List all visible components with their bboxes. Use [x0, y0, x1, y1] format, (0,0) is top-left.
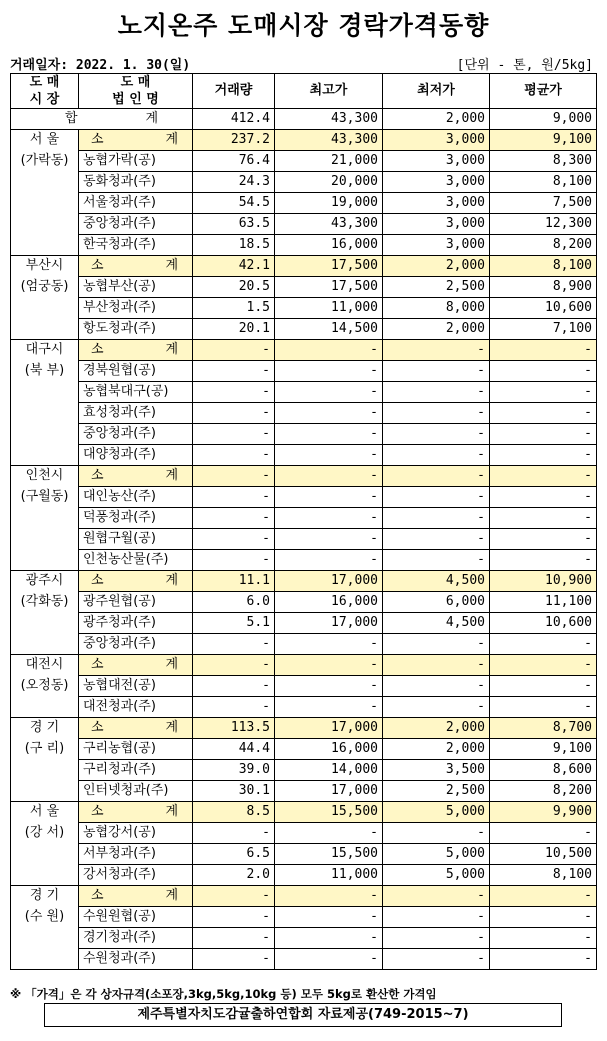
subtotal-max: - [275, 886, 383, 907]
corp-name: 항도청과(주) [79, 319, 193, 340]
table-row [11, 697, 597, 718]
price-table [10, 73, 597, 970]
cell-avg: - [490, 550, 597, 571]
cell-min: 3,500 [383, 760, 490, 781]
cell-avg: 12,300 [490, 214, 597, 235]
subtotal-avg: 9,100 [490, 130, 597, 151]
corp-name: 구리농협(공) [79, 739, 193, 760]
subtotal-min: - [383, 466, 490, 487]
subtotal-avg: 9,900 [490, 802, 597, 823]
subtotal-label: 소 계 [79, 340, 193, 361]
subtotal-max: - [275, 655, 383, 676]
cell-volume: - [193, 907, 275, 928]
footnote: ※ 「가격」은 각 상자규격(소포장,3kg,5kg,10kg 등) 모두 5kg로 환산한 가격임 [10, 987, 437, 1001]
cell-volume: 30.1 [193, 781, 275, 802]
cell-min: - [383, 424, 490, 445]
cell-max: - [275, 487, 383, 508]
table-row [11, 403, 597, 424]
cell-min: - [383, 361, 490, 382]
cell-avg: 7,100 [490, 319, 597, 340]
subtotal-volume: 237.2 [193, 130, 275, 151]
cell-max: 19,000 [275, 193, 383, 214]
cell-max: - [275, 508, 383, 529]
cell-volume: - [193, 382, 275, 403]
corp-name: 효성청과(주) [79, 403, 193, 424]
cell-max: - [275, 907, 383, 928]
cell-max: 15,500 [275, 844, 383, 865]
cell-min: - [383, 697, 490, 718]
cell-volume: 2.0 [193, 865, 275, 886]
subtotal-label: 소 계 [79, 466, 193, 487]
cell-min: 3,000 [383, 193, 490, 214]
cell-avg: - [490, 949, 597, 970]
cell-avg: 11,100 [490, 592, 597, 613]
header-corp: 도 매 법 인 명 [79, 74, 193, 109]
subtotal-min: 3,000 [383, 130, 490, 151]
corp-name: 수원청과(주) [79, 949, 193, 970]
header-max: 최고가 [275, 74, 383, 109]
cell-max: 11,000 [275, 298, 383, 319]
cell-max: 11,000 [275, 865, 383, 886]
cell-max: 14,500 [275, 319, 383, 340]
header-volume: 거래량 [193, 74, 275, 109]
table-row [11, 235, 597, 256]
market-name: 서 울 (가락동) [11, 130, 79, 256]
cell-max: 14,000 [275, 760, 383, 781]
cell-max: 43,300 [275, 214, 383, 235]
table-row [11, 424, 597, 445]
corp-name: 동화청과(주) [79, 172, 193, 193]
corp-name: 인천농산물(주) [79, 550, 193, 571]
table-row [11, 151, 597, 172]
cell-max: - [275, 676, 383, 697]
subtotal-label: 소 계 [79, 571, 193, 592]
header-min: 최저가 [383, 74, 490, 109]
subtotal-min: 5,000 [383, 802, 490, 823]
subtotal-volume: 42.1 [193, 256, 275, 277]
market-name: 광주시 (각화동) [11, 571, 79, 655]
subtotal-row [11, 256, 597, 277]
cell-max: 17,000 [275, 613, 383, 634]
cell-volume: 44.4 [193, 739, 275, 760]
corp-name: 구리청과(주) [79, 760, 193, 781]
cell-max: - [275, 529, 383, 550]
cell-min: 3,000 [383, 214, 490, 235]
subtotal-max: 15,500 [275, 802, 383, 823]
cell-avg: 8,900 [490, 277, 597, 298]
trade-date: 거래일자: 2022. 1. 30(일) [10, 58, 191, 73]
cell-volume: - [193, 445, 275, 466]
table-row [11, 676, 597, 697]
total-min: 2,000 [383, 109, 490, 130]
cell-volume: 76.4 [193, 151, 275, 172]
table-row [11, 613, 597, 634]
cell-min: - [383, 907, 490, 928]
table-row [11, 907, 597, 928]
cell-avg: 8,200 [490, 235, 597, 256]
total-volume: 412.4 [193, 109, 275, 130]
table-row [11, 319, 597, 340]
subtotal-label: 소 계 [79, 130, 193, 151]
cell-avg: - [490, 634, 597, 655]
page-title: 노지온주 도매시장 경락가격동향 [117, 11, 490, 40]
cell-volume: 20.1 [193, 319, 275, 340]
subtotal-volume: - [193, 466, 275, 487]
cell-avg: 8,100 [490, 172, 597, 193]
header-row [11, 74, 597, 109]
cell-min: - [383, 529, 490, 550]
corp-name: 광주원협(공) [79, 592, 193, 613]
cell-max: - [275, 361, 383, 382]
cell-avg: - [490, 928, 597, 949]
subtotal-min: - [383, 340, 490, 361]
market-name: 경 기 (구 리) [11, 718, 79, 802]
corp-name: 농협대전(공) [79, 676, 193, 697]
cell-avg: - [490, 823, 597, 844]
table-row [11, 361, 597, 382]
subtotal-avg: 8,700 [490, 718, 597, 739]
table-row [11, 739, 597, 760]
subtotal-max: 43,300 [275, 130, 383, 151]
cell-min: 3,000 [383, 172, 490, 193]
total-label: 합 계 [11, 109, 193, 130]
subtotal-label: 소 계 [79, 886, 193, 907]
corp-name: 경기청과(주) [79, 928, 193, 949]
subtotal-label: 소 계 [79, 256, 193, 277]
cell-avg: - [490, 907, 597, 928]
cell-volume: - [193, 403, 275, 424]
source-credit: 제주특별자치도감귤출하연합회 자료제공(749-2015~7) [44, 1003, 562, 1027]
cell-min: - [383, 634, 490, 655]
market-name: 대구시 (북 부) [11, 340, 79, 466]
cell-avg: 8,200 [490, 781, 597, 802]
cell-avg: - [490, 487, 597, 508]
corp-name: 중앙청과(주) [79, 424, 193, 445]
cell-volume: 1.5 [193, 298, 275, 319]
cell-max: 16,000 [275, 592, 383, 613]
market-name: 서 울 (강 서) [11, 802, 79, 886]
corp-name: 인터넷청과(주) [79, 781, 193, 802]
cell-max: - [275, 424, 383, 445]
corp-name: 덕풍청과(주) [79, 508, 193, 529]
cell-avg: - [490, 424, 597, 445]
cell-avg: - [490, 382, 597, 403]
subtotal-row [11, 886, 597, 907]
cell-min: 8,000 [383, 298, 490, 319]
cell-avg: 8,300 [490, 151, 597, 172]
cell-min: - [383, 550, 490, 571]
cell-avg: - [490, 697, 597, 718]
total-max: 43,300 [275, 109, 383, 130]
corp-name: 원협구월(공) [79, 529, 193, 550]
cell-max: - [275, 823, 383, 844]
cell-max: - [275, 550, 383, 571]
corp-name: 대인농산(주) [79, 487, 193, 508]
cell-min: 6,000 [383, 592, 490, 613]
corp-name: 농협부산(공) [79, 277, 193, 298]
cell-avg: 8,600 [490, 760, 597, 781]
cell-avg: - [490, 676, 597, 697]
corp-name: 부산청과(주) [79, 298, 193, 319]
market-name: 부산시 (엄궁동) [11, 256, 79, 340]
cell-min: 2,500 [383, 277, 490, 298]
subtotal-volume: 11.1 [193, 571, 275, 592]
subtotal-label: 소 계 [79, 655, 193, 676]
subtotal-row [11, 466, 597, 487]
corp-name: 농협북대구(공) [79, 382, 193, 403]
market-name: 인천시 (구월동) [11, 466, 79, 571]
cell-max: 16,000 [275, 739, 383, 760]
cell-volume: 5.1 [193, 613, 275, 634]
table-row [11, 634, 597, 655]
cell-volume: 6.5 [193, 844, 275, 865]
cell-volume: - [193, 361, 275, 382]
cell-min: - [383, 508, 490, 529]
market-name: 경 기 (수 원) [11, 886, 79, 970]
subtotal-min: - [383, 655, 490, 676]
subtotal-row [11, 130, 597, 151]
cell-max: - [275, 403, 383, 424]
corp-name: 한국청과(주) [79, 235, 193, 256]
subtotal-max: 17,000 [275, 718, 383, 739]
cell-max: - [275, 445, 383, 466]
cell-min: - [383, 676, 490, 697]
cell-volume: 39.0 [193, 760, 275, 781]
cell-max: - [275, 928, 383, 949]
cell-min: - [383, 445, 490, 466]
cell-volume: - [193, 424, 275, 445]
cell-avg: - [490, 529, 597, 550]
cell-avg: 7,500 [490, 193, 597, 214]
table-row [11, 844, 597, 865]
cell-min: - [383, 949, 490, 970]
cell-avg: 10,600 [490, 613, 597, 634]
table-row [11, 193, 597, 214]
cell-volume: - [193, 823, 275, 844]
subtotal-min: 2,000 [383, 718, 490, 739]
cell-min: 5,000 [383, 865, 490, 886]
subtotal-max: 17,000 [275, 571, 383, 592]
cell-max: 16,000 [275, 235, 383, 256]
cell-volume: - [193, 529, 275, 550]
cell-volume: - [193, 928, 275, 949]
corp-name: 광주청과(주) [79, 613, 193, 634]
subtotal-avg: - [490, 886, 597, 907]
table-row [11, 277, 597, 298]
cell-avg: - [490, 403, 597, 424]
cell-min: 4,500 [383, 613, 490, 634]
subtotal-volume: 113.5 [193, 718, 275, 739]
table-row [11, 382, 597, 403]
cell-volume: 54.5 [193, 193, 275, 214]
cell-min: 3,000 [383, 151, 490, 172]
corp-name: 중앙청과(주) [79, 214, 193, 235]
subtotal-row [11, 802, 597, 823]
subtotal-min: 2,000 [383, 256, 490, 277]
cell-min: - [383, 823, 490, 844]
subtotal-avg: - [490, 466, 597, 487]
table-row [11, 529, 597, 550]
table-row [11, 865, 597, 886]
subtotal-avg: 10,900 [490, 571, 597, 592]
corp-name: 대전청과(주) [79, 697, 193, 718]
table-row [11, 445, 597, 466]
total-row [11, 109, 597, 130]
subtotal-max: - [275, 466, 383, 487]
table-row [11, 508, 597, 529]
table-row [11, 781, 597, 802]
table-row [11, 550, 597, 571]
subtotal-row [11, 718, 597, 739]
table-row [11, 487, 597, 508]
cell-min: 2,000 [383, 739, 490, 760]
cell-avg: 10,500 [490, 844, 597, 865]
cell-max: - [275, 382, 383, 403]
table-row [11, 760, 597, 781]
table-row [11, 949, 597, 970]
cell-min: - [383, 928, 490, 949]
subtotal-row [11, 340, 597, 361]
subtotal-volume: - [193, 886, 275, 907]
cell-max: - [275, 949, 383, 970]
subtotal-volume: 8.5 [193, 802, 275, 823]
unit-label: [단위 - 톤, 원/5kg] [456, 58, 593, 73]
total-avg: 9,000 [490, 109, 597, 130]
cell-avg: 9,100 [490, 739, 597, 760]
subtotal-max: 17,500 [275, 256, 383, 277]
cell-max: 17,000 [275, 781, 383, 802]
cell-volume: - [193, 697, 275, 718]
cell-avg: - [490, 445, 597, 466]
cell-avg: - [490, 508, 597, 529]
cell-volume: - [193, 508, 275, 529]
table-row [11, 298, 597, 319]
subtotal-label: 소 계 [79, 718, 193, 739]
cell-volume: - [193, 487, 275, 508]
cell-volume: - [193, 949, 275, 970]
table-row [11, 823, 597, 844]
subtotal-avg: 8,100 [490, 256, 597, 277]
cell-volume: 20.5 [193, 277, 275, 298]
corp-name: 서울청과(주) [79, 193, 193, 214]
corp-name: 중앙청과(주) [79, 634, 193, 655]
cell-avg: 10,600 [490, 298, 597, 319]
cell-volume: - [193, 634, 275, 655]
subtotal-avg: - [490, 340, 597, 361]
cell-max: - [275, 634, 383, 655]
cell-min: 2,000 [383, 319, 490, 340]
cell-min: 3,000 [383, 235, 490, 256]
market-name: 대전시 (오정동) [11, 655, 79, 718]
cell-min: - [383, 487, 490, 508]
cell-volume: 18.5 [193, 235, 275, 256]
corp-name: 농협가락(공) [79, 151, 193, 172]
header-market: 도 매 시 장 [11, 74, 79, 109]
corp-name: 서부청과(주) [79, 844, 193, 865]
corp-name: 농협강서(공) [79, 823, 193, 844]
corp-name: 대양청과(주) [79, 445, 193, 466]
cell-min: 5,000 [383, 844, 490, 865]
subtotal-volume: - [193, 655, 275, 676]
cell-min: - [383, 403, 490, 424]
cell-max: 21,000 [275, 151, 383, 172]
cell-avg: - [490, 361, 597, 382]
corp-name: 강서청과(주) [79, 865, 193, 886]
cell-avg: 8,100 [490, 865, 597, 886]
cell-volume: 6.0 [193, 592, 275, 613]
cell-max: 17,500 [275, 277, 383, 298]
cell-volume: 63.5 [193, 214, 275, 235]
cell-min: - [383, 382, 490, 403]
corp-name: 수원원협(공) [79, 907, 193, 928]
cell-volume: - [193, 676, 275, 697]
subtotal-volume: - [193, 340, 275, 361]
subtotal-min: 4,500 [383, 571, 490, 592]
cell-volume: - [193, 550, 275, 571]
table-row [11, 172, 597, 193]
table-row [11, 928, 597, 949]
cell-max: 20,000 [275, 172, 383, 193]
table-row [11, 214, 597, 235]
subtotal-row [11, 655, 597, 676]
cell-volume: 24.3 [193, 172, 275, 193]
subtotal-avg: - [490, 655, 597, 676]
cell-max: - [275, 697, 383, 718]
header-avg: 평균가 [490, 74, 597, 109]
subtotal-row [11, 571, 597, 592]
subtotal-max: - [275, 340, 383, 361]
table-row [11, 592, 597, 613]
subtotal-min: - [383, 886, 490, 907]
subtotal-label: 소 계 [79, 802, 193, 823]
corp-name: 경북원협(공) [79, 361, 193, 382]
cell-min: 2,500 [383, 781, 490, 802]
